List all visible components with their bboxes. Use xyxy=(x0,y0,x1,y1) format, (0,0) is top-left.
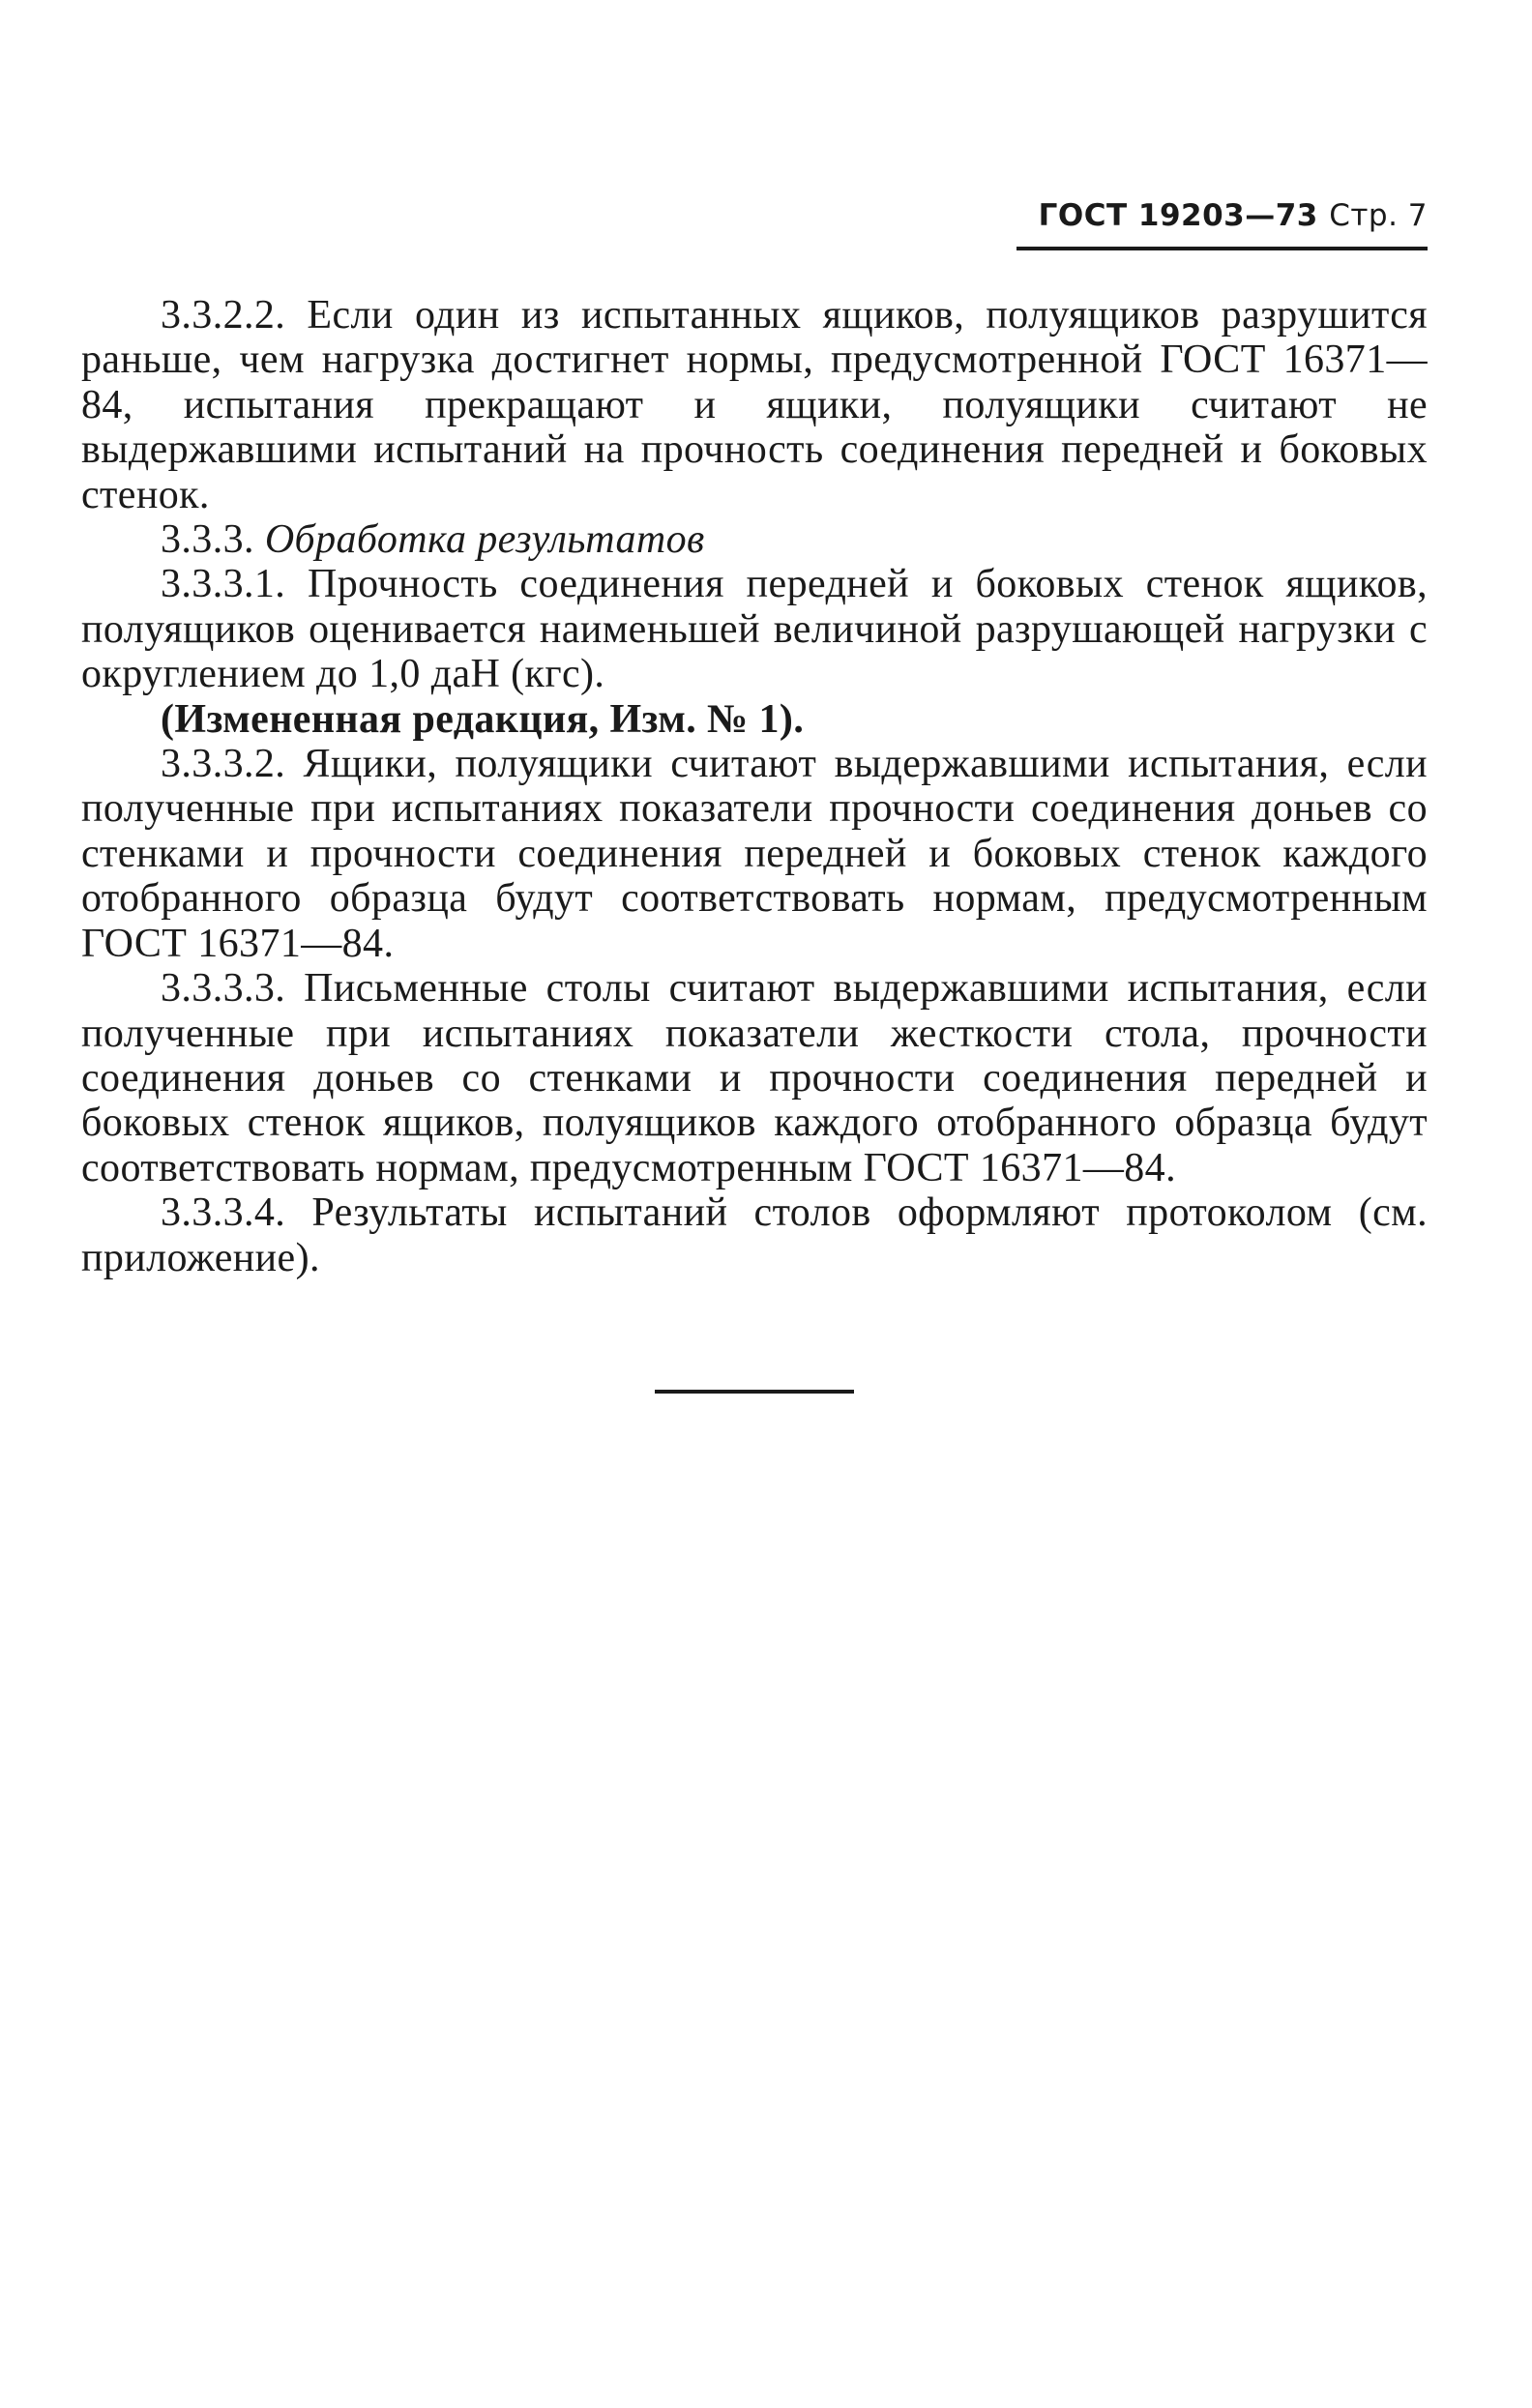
change-note: (Измененная редакция, Изм. № 1). xyxy=(161,696,805,742)
standard-designation: ГОСТ 19203—73 xyxy=(1038,198,1318,233)
section-number: 3.3.3. xyxy=(161,517,254,563)
paragraph-3-3-3-4: 3.3.3.4. Результаты испытаний столов оформляют протоколом (см. приложение). xyxy=(81,1190,1428,1280)
paragraph-3-3-3-3: 3.3.3.3. Письменные столы считают выдержавшими испытания, если полученные при испытаниях показатели жесткости стола, прочности соединения доньев со стенками и прочности соединения передней и боковых стенок ящиков, полуящиков каждого отобранного образца будут соответствовать нормам, предусмотренным ГОСТ 16371—84. xyxy=(81,966,1428,1190)
page-number: Стр. 7 xyxy=(1329,198,1428,233)
paragraph-3-3-3-2: 3.3.3.2. Ящики, полуящики считают выдержавшими испытания, если полученные при испытаниях показатели прочности соединения доньев со стенками и прочности соединения передней и боковых стенок каждого отобранного образца будут соответствовать нормам, предусмотренным ГОСТ 16371—84. xyxy=(81,742,1428,966)
header-rule xyxy=(1016,247,1428,250)
paragraph-3-3-2-2: 3.3.2.2. Если один из испытанных ящиков, полуящиков разрушится раньше, чем нагрузка достигнет нормы, предусмотренной ГОСТ 16371—84, испытания прекращают и ящики, полуящики считают не выдержавшими испытаний на прочность соединения передней и боковых стенок. xyxy=(81,293,1428,517)
page-header xyxy=(1002,198,1428,233)
paragraph-3-3-3-1: 3.3.3.1. Прочность соединения передней и боковых стенок ящиков, полуящиков оценивается наименьшей величиной разрушающей нагрузки с округлением до 1,0 даН (кгс). xyxy=(81,562,1428,697)
section-heading-3-3-3 xyxy=(81,517,1428,562)
end-rule xyxy=(655,1390,854,1394)
section-title: Обработка результатов xyxy=(264,517,705,563)
document-body xyxy=(81,293,1428,1280)
